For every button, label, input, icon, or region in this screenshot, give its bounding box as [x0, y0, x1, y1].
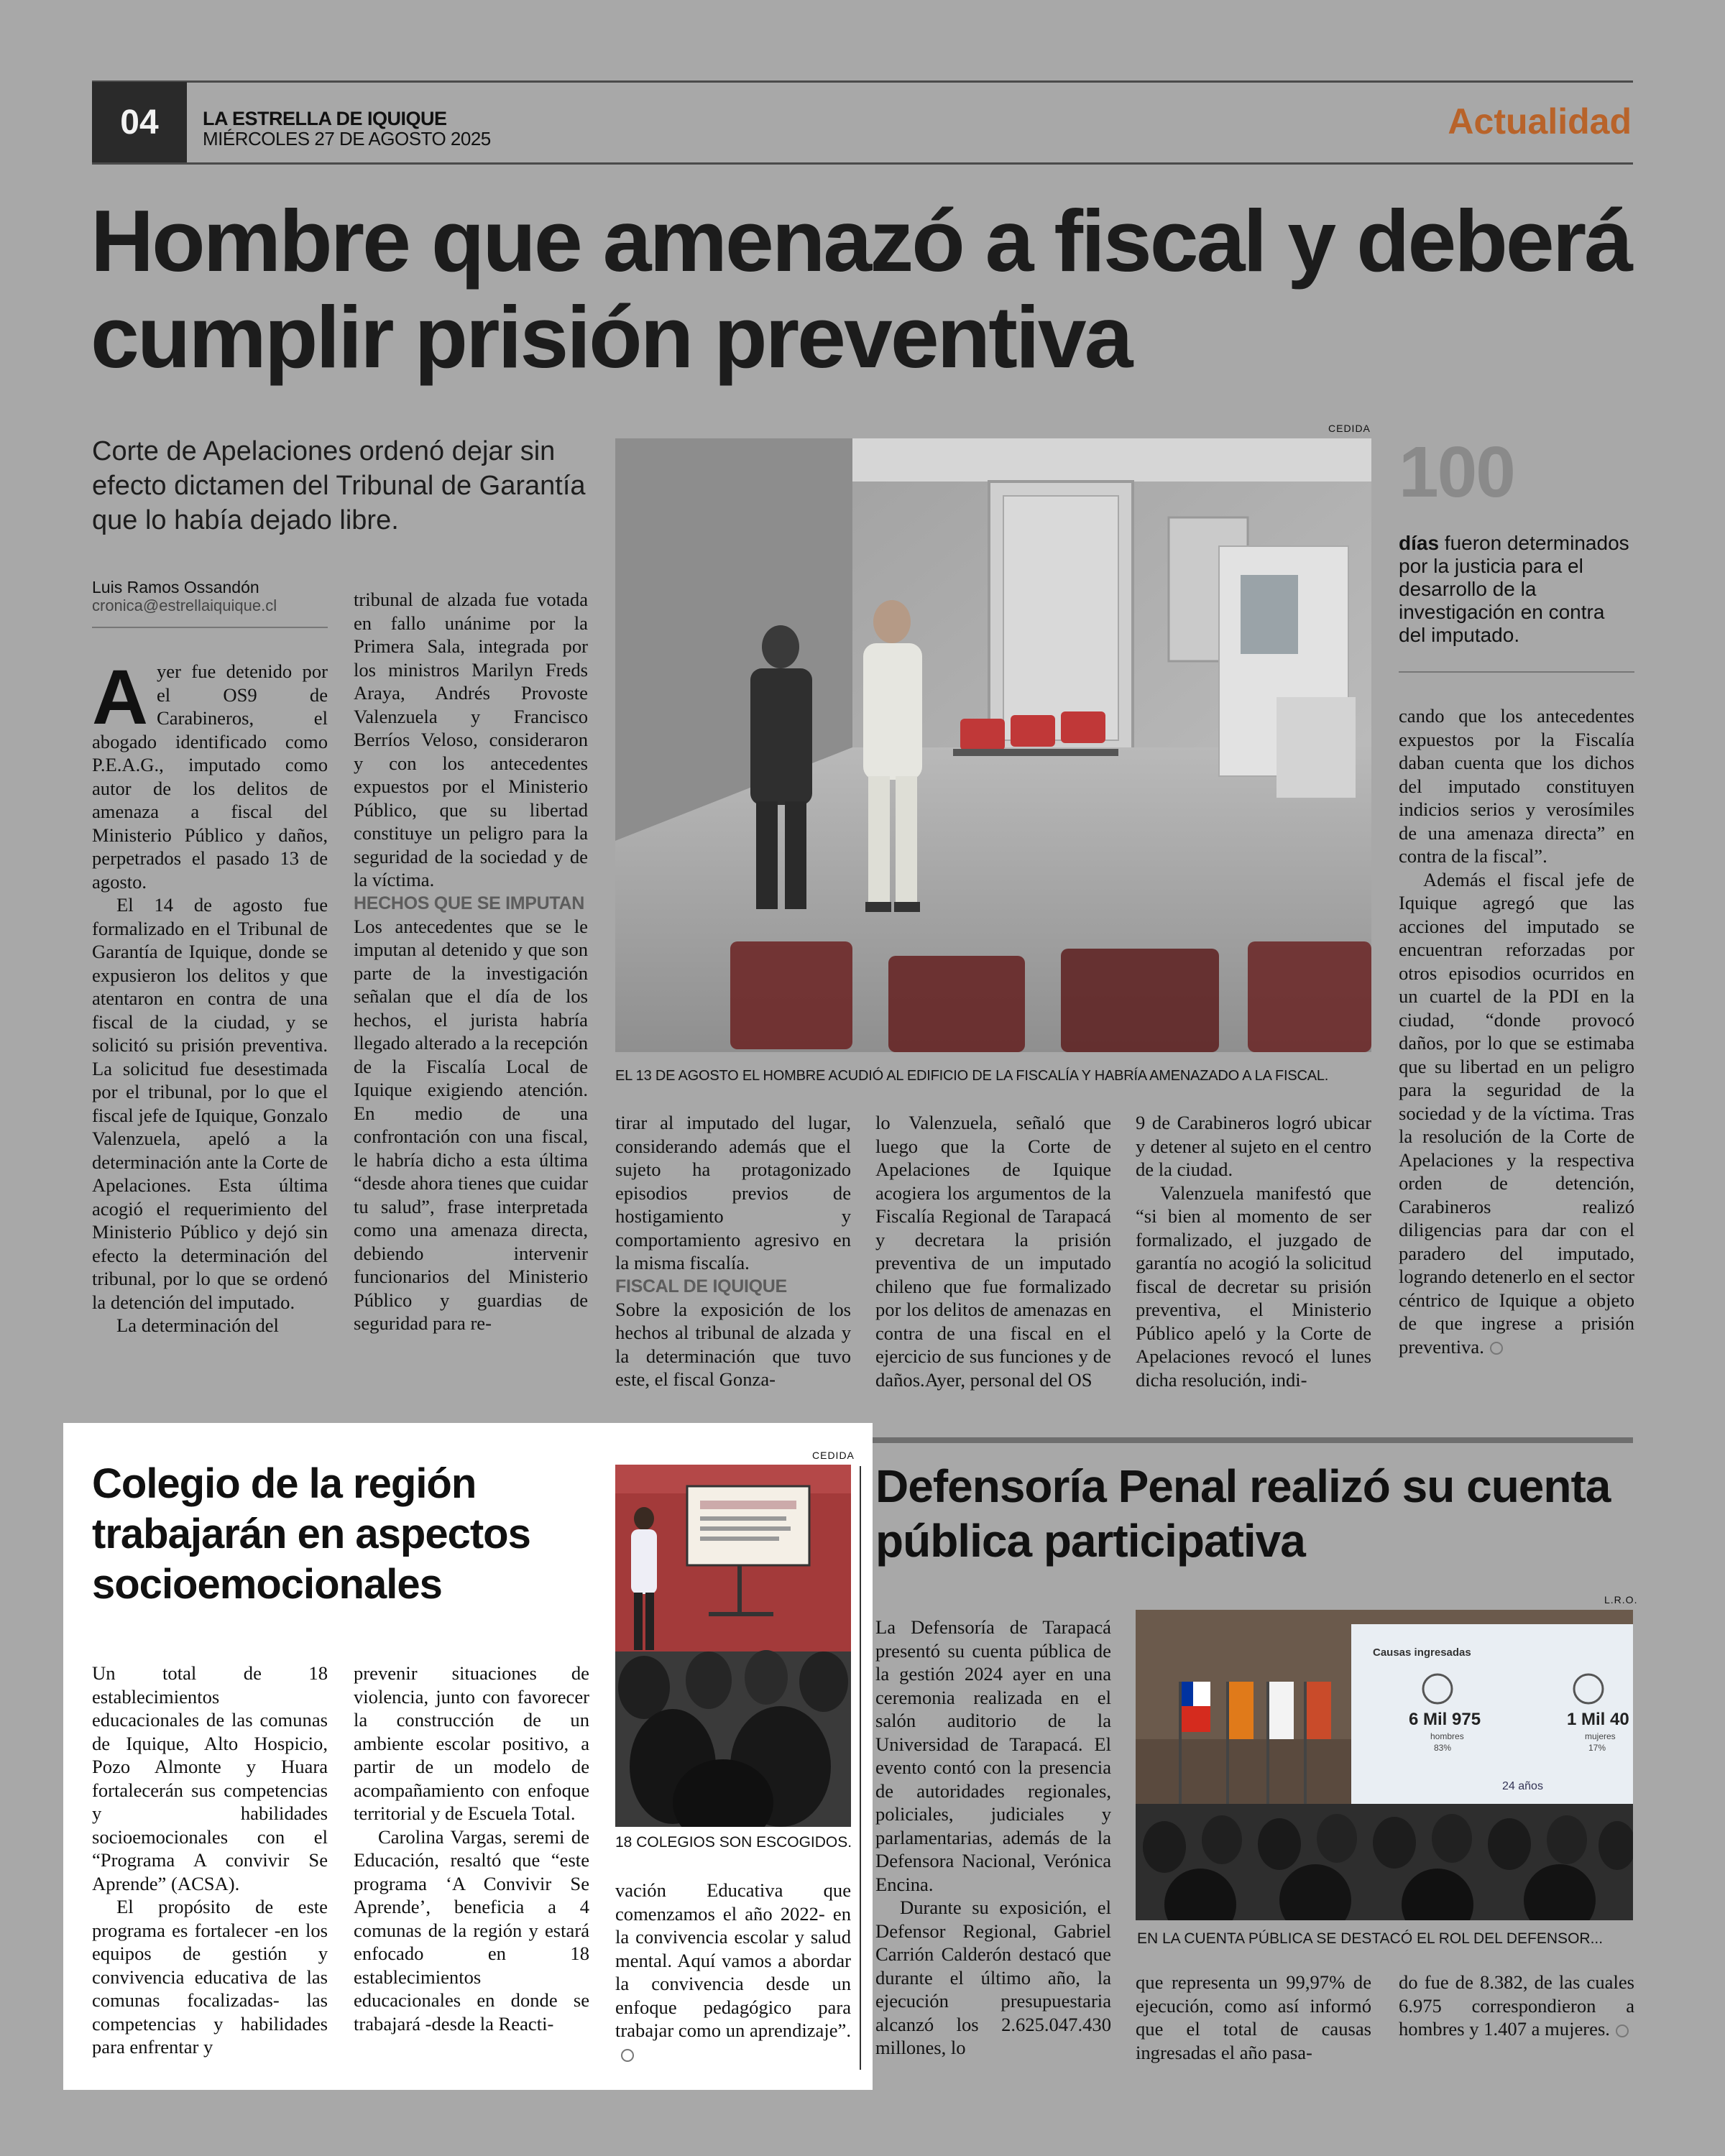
school-photo: [615, 1465, 851, 1827]
paragraph: do fue de 8.382, de las cuales 6.975 correspondieron a hombres y 1.407 a mujeres.: [1399, 1971, 1634, 2040]
stat-text: fueron determinados por la justicia para el desarrollo de la investigación en contra del imputado.: [1399, 532, 1629, 646]
end-mark-icon: [1490, 1342, 1503, 1355]
stat-rule: [1399, 671, 1634, 673]
main-column-5: [1136, 1111, 1371, 1391]
paragraph: vación Educativa que comenzamos el año 2022- en la convivencia escolar y salud mental. Aquí vamos a abordar la convivencia desde un enfoque pedagógico para trabajar como un aprendizaje”.: [615, 1879, 851, 2065]
slide-stat-2: 1 Mil 40: [1567, 1710, 1629, 1729]
byline-author: Luis Ramos Ossandón: [92, 578, 259, 596]
header-bottom-rule: [92, 162, 1633, 165]
paragraph: lo Valenzuela, señaló que luego que la Corte de Apelaciones de Iquique acogiera los argumentos de la Fiscalía Regional de Tarapacá y decretara la prisión preventiva de un imputado chileno que fue formalizado por los delitos de amenazas en contra de una fiscal en el ejercicio de sus funciones y de daños.Ayer, personal del OS: [875, 1112, 1111, 1391]
school-headline: Colegio de la región trabajarán en aspectos socioemocionales: [92, 1460, 530, 1608]
defensoria-column-2: [1136, 1971, 1371, 2064]
paragraph: prevenir situaciones de violencia, junto con favorecer la construcción de un ambiente escolar positivo, a partir de un modelo de acompañamiento con enfoque territorial y de Escuela Total.: [354, 1662, 589, 1824]
paragraph: El 14 de agosto fue formalizado en el Tribunal de Garantía de Iquique, donde se expusieron los delitos y que atentaron en contra de una fiscal de la ciudad, y se solicitó su prisión preventiva. La solicitud fue desestimada por el tribunal, por lo que el fiscal jefe de Iquique, Gonzalo Valenzuela, apeló a la determinación ante la Corte de Apelaciones. Esta última acogió el requerimiento del Ministerio Público y dejó sin efecto la determinación del tribunal, por lo que se ordenó la detención del imputado.: [92, 894, 328, 1313]
paragraph: La determinación del: [116, 1314, 279, 1336]
slide-stat-1-label: hombres: [1430, 1731, 1464, 1741]
school-column-2: [354, 1662, 589, 2035]
slide-badge: 24 años: [1502, 1780, 1543, 1792]
school-photo-caption: 18 COLEGIOS SON ESCOGIDOS.: [615, 1834, 852, 1851]
defensoria-photo: [1136, 1610, 1633, 1920]
main-column-6: [1399, 704, 1634, 1358]
drop-cap: A: [92, 653, 148, 740]
end-mark-icon: [1616, 2024, 1629, 2037]
section-name: Actualidad: [1448, 101, 1632, 142]
paragraph: yer fue detenido por el OS9 de Carabineros, el abogado identificado como P.E.A.G., imputado como autor de los delitos de amenaza a fiscal del Ministerio Público y daños, perpetrados el pasado 13 de agosto.: [92, 660, 328, 893]
paragraph: Carolina Vargas, seremi de Educación, resaltó que “este programa ‘A Convivir Se Aprende’, beneficia a 4 comunas de la región y estará enfocado en 18 establecimientos educacionales en donde se trabajará -desde la Reacti-: [354, 1825, 589, 2035]
stat-description: [1399, 532, 1636, 647]
auditorium-illustration: [1136, 1610, 1633, 1920]
school-column-1: [92, 1662, 328, 2059]
cctv-scene-illustration: [615, 438, 1371, 1052]
school-column-3: [615, 1879, 851, 2065]
byline-rule: [92, 627, 328, 628]
paragraph: Valenzuela manifestó que “si bien al momento de ser formalizado, el juzgado de garantía no acogió la solicitud fiscal de decretar su prisión preventiva, el Ministerio Público apeló y la Corte de Apelaciones revocó el lunes dicha resolución, indi-: [1136, 1181, 1371, 1391]
school-photo-credit: CEDIDA: [812, 1450, 855, 1461]
paragraph: que representa un 99,97% de ejecución, como así informó que el total de causas ingresadas el año pasa-: [1136, 1971, 1371, 2063]
subtitle-hechos: HECHOS QUE SE IMPUTAN: [354, 893, 585, 913]
defensoria-photo-caption: EN LA CUENTA PÚBLICA SE DESTACÓ EL ROL DEL DEFENSOR...: [1137, 1930, 1604, 1947]
photo-credit: CEDIDA: [1328, 423, 1371, 434]
main-column-1: [92, 653, 328, 1337]
paragraph: Además el fiscal jefe de Iquique agregó que las acciones del imputado se encuentran reforzadas por otros episodios ocurridos en un cuartel de la PDI en la ciudad, “donde provocó daños, por lo que se estimaba que su libertad en un peligro para la seguridad de la sociedad y de la víctima. Tras la resolución de la Corte de Apelaciones y la respectiva orden de detención, Carabineros realizó diligencias para dar con el paradero del imputado, logrando detenerlo en el sector céntrico de Iquique a objeto de que ingrese a prisión preventiva.: [1399, 868, 1634, 1358]
end-mark-icon: [621, 2049, 634, 2062]
slide-stat-1-pct: 83%: [1434, 1743, 1452, 1753]
slide-stat-2-label: mujeres: [1585, 1731, 1616, 1741]
main-subhead: Corte de Apelaciones ordenó dejar sin efecto dictamen del Tribunal de Garantía que lo había dejado libre.: [92, 436, 586, 535]
defensoria-photo-credit: L.R.O.: [1604, 1594, 1638, 1606]
defensoria-headline: Defensoría Penal realizó su cuenta pública participativa: [875, 1460, 1611, 1567]
subtitle-fiscal: FISCAL DE IQUIQUE: [615, 1276, 787, 1296]
main-column-2: [354, 588, 588, 1335]
newspaper-name: LA ESTRELLA DE IQUIQUE: [203, 108, 447, 129]
stat-bold: días: [1399, 532, 1440, 554]
paragraph: 9 de Carabineros logró ubicar y detener al sujeto en el centro de la ciudad.: [1136, 1112, 1371, 1180]
vertical-divider: [860, 1466, 861, 2070]
paragraph: La Defensoría de Tarapacá presentó su cuenta pública de la gestión 2024 ayer en una ceremonia realizada en el salón auditorio de la Universidad de Tarapacá. El evento contó con la presencia de autoridades regionales, policiales, judiciales y parlamentarias, además de la Defensora Nacional, Verónica Encina.: [875, 1616, 1111, 1895]
paragraph: Durante su exposición, el Defensor Regional, Gabriel Carrión Calderón destacó que durante el último año, la ejecución presupuestaria alcanzó los 2.625.047.430 millones, lo: [875, 1897, 1111, 2058]
defensoria-column-3: [1399, 1971, 1634, 2041]
classroom-presentation-illustration: [615, 1465, 851, 1827]
paragraph: Sobre la exposición de los hechos al tribunal de alzada y la determinación que tuvo este, el fiscal Gonza-: [615, 1298, 851, 1390]
paragraph: Los antecedentes que se le imputan al detenido y que son parte de la investigación señalan que el día de los hechos, el jurista habría llegado alterado a la recepción de la Fiscalía Local de Iquique exigiendo atención. En medio de una confrontación con una fiscal, le habría dicho a esta última “desde ahora tienes que cuidar tu salud”, frase interpretada como una amenaza directa, debiendo intervenir funcionarios del Ministerio Público y guardias de seguridad para re-: [354, 915, 588, 1334]
slide-stat-1: 6 Mil 975: [1409, 1710, 1481, 1729]
byline-email: cronica@estrellaiquique.cl: [92, 596, 277, 614]
paragraph: tribunal de alzada fue votada en fallo unánime por la Primera Sala, integrada por los ministros Marilyn Freds Araya, Andrés Provoste Valenzuela y Francisco Berríos Veloso, consideraron y con los antecedentes expuestos por el Ministerio Público, que su libertad constituye un peligro para la seguridad de la sociedad y de la víctima.: [354, 589, 588, 890]
slide-title: Causas ingresadas: [1373, 1646, 1471, 1659]
issue-date: MIÉRCOLES 27 DE AGOSTO 2025: [203, 128, 491, 149]
paragraph: cando que los antecedentes expuestos por la Fiscalía daban cuenta que los dichos del imputado constituyen indicios serios y verosímiles de una amenaza directa” en contra de la fiscal”.: [1399, 705, 1634, 867]
defensoria-column-1: [875, 1616, 1111, 2060]
page-number: 04: [92, 82, 187, 162]
stat-number: 100: [1399, 432, 1514, 512]
main-column-3: [615, 1111, 851, 1391]
paragraph: Un total de 18 establecimientos educacionales de las comunas de Iquique, Alto Hospicio, Pozo Almonte y Huara fortalecerán sus competencias y habilidades socioemocionales con el “Programa A convivir Se Aprende” (ACSA).: [92, 1662, 328, 1894]
main-headline: Hombre que amenazó a fiscal y deberá cumplir prisión preventiva: [91, 192, 1632, 386]
slide-stat-2-pct: 17%: [1588, 1743, 1606, 1753]
top-rule: [92, 80, 1633, 83]
paragraph: El propósito de este programa es fortalecer -en los equipos de gestión y convivencia educativa de las comunas focalizadas- las competencias y habilidades para enfrentar y: [92, 1896, 328, 2058]
paragraph: tirar al imputado del lugar, considerando además que el sujeto ha protagonizado episodios previos de hostigamiento y comportamiento agresivo en la misma fiscalía.: [615, 1112, 851, 1273]
main-photo: [615, 438, 1371, 1052]
photo-caption: EL 13 DE AGOSTO EL HOMBRE ACUDIÓ AL EDIFICIO DE LA FISCALÍA Y HABRÍA AMENAZADO A LA FISCAL.: [615, 1068, 1329, 1084]
main-column-4: [875, 1111, 1111, 1391]
